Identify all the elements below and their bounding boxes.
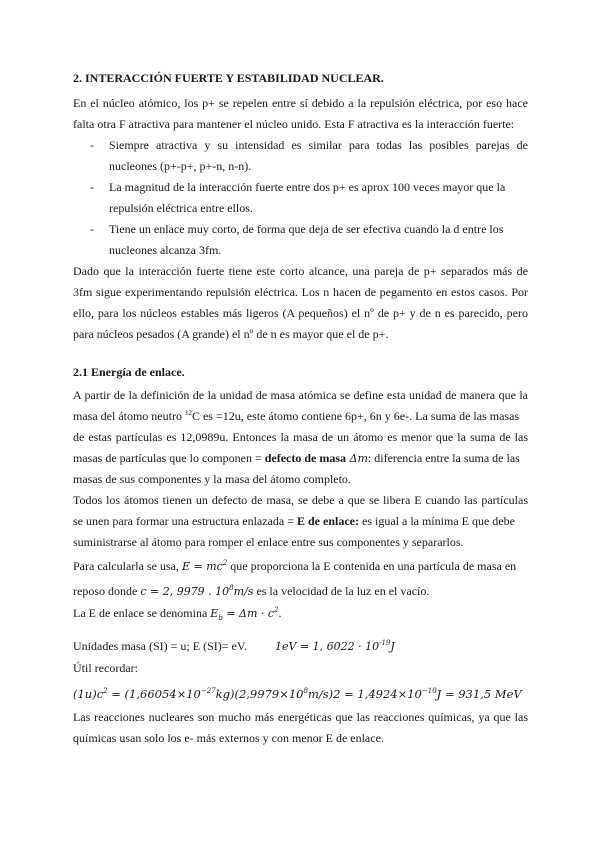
paragraph-line: En el núcleo atómico, los p+ se repelen entre sí debido a la repulsión eléctrica, por eso hace xyxy=(73,96,528,110)
math-symbol: Δm xyxy=(346,452,368,465)
paragraph-line: 3fm sigue experimentando repulsión eléctrica. Los n hacen de pegamento en estos casos. Por xyxy=(73,285,528,299)
isotope-superscript: 12 xyxy=(184,409,192,417)
paragraph-line: Unidades masa (SI) = u; E (SI)= eV. 1eV = 1, $6022 \cdot 10^{-19}J$ xyxy=(73,639,395,653)
paragraph-line: masas de partículas que lo componen = defecto de masa Δm: diferencia entre la suma de las xyxy=(73,451,520,465)
paragraph-line: reposo donde c = 2, 9979 . $10^8m/s$ es la velocidad de la luz en el vacío. xyxy=(73,584,430,598)
equation-mass-energy: $E = mc^2$ xyxy=(181,559,228,573)
list-item-line: nucleones (p+-p+, p+-n, n-n). xyxy=(109,159,252,173)
bullet-marker: - xyxy=(90,138,94,152)
paragraph-line: Útil recordar: xyxy=(73,661,138,675)
section-heading: 2. INTERACCIÓN FUERTE Y ESTABILIDAD NUCLEAR. xyxy=(73,71,384,85)
paragraph-line: de estas partículas es 12,0989u. Entonces la masa de un átomo es menor que la suma de las xyxy=(73,430,528,444)
key-term: defecto de masa xyxy=(264,451,347,465)
paragraph-line: Las reacciones nucleares son mucho más energéticas que las reacciones químicas, ya que las xyxy=(73,710,528,724)
list-item-line: La magnitud de la interacción fuerte entre dos p+ es aprox 100 veces mayor que la xyxy=(109,180,506,194)
paragraph-line: para núcleos pesados (A grande) el nº de n es mayor que el de p+. xyxy=(73,327,389,341)
paragraph-line: suministrarse al átomo para romper el enlace entre sus componentes y separarlos. xyxy=(73,535,464,549)
key-term: E de enlace: xyxy=(297,514,359,528)
paragraph-line: Dado que la interacción fuerte tiene este corto alcance, una pareja de p+ separados más de xyxy=(73,264,528,278)
paragraph-line: A partir de la definición de la unidad de masa atómica se define esta unidad de manera que la xyxy=(73,388,528,402)
equation-binding-energy: $E_b = \Delta m \cdot c^2$ xyxy=(210,606,279,622)
list-item-line: nucleones alcanza 3fm. xyxy=(109,243,222,257)
list-item-line: Tiene un enlace muy corto, de forma que deja de ser efectiva cuando la d entre los xyxy=(109,222,504,236)
list-item-line: repulsión eléctrica entre ellos. xyxy=(109,201,253,215)
paragraph-line: La E de enlace se denomina $E_b = \Delta m \cdot c^2$. xyxy=(73,606,282,622)
paragraph-line: químicas usan solo los e- más externos y con menor E de enlace. xyxy=(73,731,384,745)
paragraph-line: masa del átomo neutro $^{12}$C es =12u, este átomo contiene 6p+, 6n y 6e-. La suma de las masas xyxy=(73,409,520,423)
bullet-marker: - xyxy=(90,222,94,236)
paragraph-line: Para calcularla se usa, $E = mc^2$ que proporciona la E contenida en una partícula de masa en xyxy=(73,559,517,573)
bullet-marker: - xyxy=(90,180,94,194)
paragraph-line: falta otra F atractiva para mantener el núcleo unido. Esta F atractiva es la interacción fuerte: xyxy=(73,117,515,131)
paragraph-line: masas de sus componentes y la masa del átomo completo. xyxy=(73,472,351,486)
paragraph-line: ello, para los núcleos estables más ligeros (A pequeños) el nº de p+ y de n es parecido, pero xyxy=(73,306,528,320)
subsection-heading: 2.1 Energía de enlace. xyxy=(73,365,185,379)
list-item-line: Siempre atractiva y su intensidad es similar para todas las posibles parejas de xyxy=(109,138,528,152)
equation-amu-energy: $(1u)c^2 = (1,66054\times 10^{-27}kg)(2,9979\times 10^8m/s)2 = 1,4924\times 10^{-10}J = 931,5$ MeV xyxy=(73,687,522,701)
paragraph-line: se unen para formar una estructura enlazada = E de enlace: es igual a la mínima E que debe xyxy=(73,514,515,528)
paragraph-line: Todos los átomos tienen un defecto de masa, se debe a que se libera E cuando las partículas xyxy=(73,493,528,507)
equation-light-speed: c = 2, 9979 . $10^8m/s$ xyxy=(140,584,254,598)
equation-ev-joule: 1eV = 1, $6022 \cdot 10^{-19}J$ xyxy=(274,639,395,653)
